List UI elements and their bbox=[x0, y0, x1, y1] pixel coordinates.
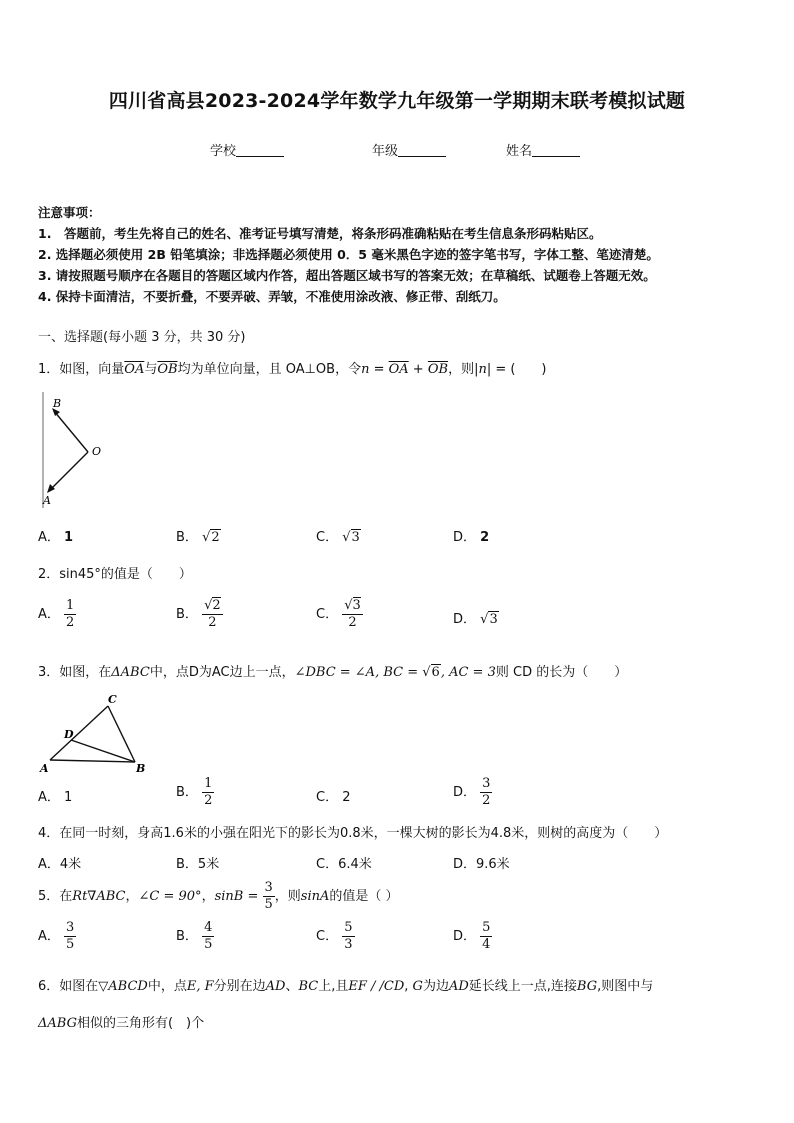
q1-text: 均为单位向量，且 OA⊥OB，令 bbox=[177, 362, 362, 377]
triangle-abc: ΔABC bbox=[111, 665, 150, 680]
q4-option-b[interactable]: B．5米 bbox=[176, 857, 220, 872]
point-c-label: C bbox=[108, 693, 117, 706]
q2-option-c[interactable]: C． $\frac{√3}{2}$ bbox=[316, 598, 361, 630]
note-item: 4. 保持卡面清洁，不要折叠，不要弄破、弄皱，不准使用涂改液、修正带、刮纸刀。 bbox=[38, 289, 506, 304]
q4-option-c[interactable]: C．6.4米 bbox=[316, 857, 372, 872]
q4-option-a[interactable]: A．4米 bbox=[38, 857, 82, 872]
q1-option-a[interactable]: A． 1 bbox=[38, 530, 74, 545]
vector-ob: $\overline{OB}$ bbox=[427, 362, 449, 377]
vector-n: n bbox=[361, 362, 370, 377]
vector-oa: $\overline{OA}$ bbox=[388, 362, 409, 377]
name-label: 姓名 bbox=[506, 144, 533, 159]
point-a-label: A bbox=[43, 494, 51, 507]
grade-field[interactable] bbox=[372, 140, 446, 159]
q3-option-d[interactable]: D． $\frac{3}{2}$ bbox=[453, 776, 491, 808]
point-o-label: O bbox=[92, 445, 102, 458]
point-a-label: A bbox=[40, 762, 49, 774]
q2-option-b[interactable]: B． $\frac{√2}{2}$ bbox=[176, 598, 221, 630]
note-item: 1. 答题前，考生先将自己的姓名、准考证号填写清楚，将条形码准确粘贴在考生信息条形码粘贴区。 bbox=[38, 226, 602, 241]
q1-plus: + bbox=[408, 362, 428, 377]
question-5: 5．在Rt∇ABC，∠C = 90°，sinB = $\frac{3}{5}$ ，则sinA的值是（ ） bbox=[38, 880, 399, 912]
question-6-line-2: ΔABG相似的三角形有( )个 bbox=[38, 1016, 205, 1031]
q4-option-d[interactable]: D．9.6米 bbox=[453, 857, 510, 872]
question-2: 2．sin45°的值是（ ） bbox=[38, 567, 192, 582]
q5-option-d[interactable]: D． $\frac{5}{4}$ bbox=[453, 920, 491, 952]
vector-n: n bbox=[478, 362, 487, 377]
question-6: 6．如图在▽ABCD中，点E, F分别在边AD、BC上,且EF / /CD, G为边AD延长线上一点,连接BG,则图中与 bbox=[38, 979, 654, 994]
q3-option-b[interactable]: B． $\frac{1}{2}$ bbox=[176, 776, 213, 808]
q3-figure bbox=[38, 692, 150, 774]
vector-ob: $\overline{OB}$ bbox=[157, 362, 178, 377]
q1-figure bbox=[38, 392, 110, 508]
q1-text: 1．如图，向量 bbox=[38, 362, 125, 377]
q3-condition: ∠DBC = ∠A, BC = bbox=[294, 665, 423, 680]
page-title: 四川省高县2023-2024学年数学九年级第一学期期末联考模拟试题 bbox=[108, 90, 686, 112]
q1-option-b[interactable]: B． √2 bbox=[176, 530, 220, 545]
q1-eq: = bbox=[369, 362, 389, 377]
notes bbox=[38, 202, 659, 307]
question-4: 4．在同一时刻，身高1.6米的小强在阳光下的影长为0.8米，一棵大树的影长为4.8米，则树的高度为（ ） bbox=[38, 826, 668, 841]
q1-text: | = ( ) bbox=[486, 362, 547, 377]
school-field[interactable] bbox=[210, 140, 284, 159]
notes-heading: 注意事项： bbox=[38, 205, 101, 220]
q1-text: 与 bbox=[144, 362, 158, 377]
q5-option-b[interactable]: B． $\frac{4}{5}$ bbox=[176, 920, 213, 952]
section-title: 一、选择题(每小题 3 分，共 30 分) bbox=[38, 330, 246, 345]
note-item: 2. 选择题必须使用 2B 铅笔填涂；非选择题必须使用 0．5 毫米黑色字迹的签字笔书写，字体工整、笔迹清楚。 bbox=[38, 247, 659, 262]
q2-option-d[interactable]: D． √3 bbox=[453, 612, 498, 627]
q1-text: ，则| bbox=[448, 362, 479, 377]
q5-option-c[interactable]: C． $\frac{5}{3}$ bbox=[316, 920, 353, 952]
point-d-label: D bbox=[64, 728, 74, 741]
school-label: 学校 bbox=[210, 144, 237, 159]
name-field[interactable] bbox=[506, 140, 580, 159]
point-b-label: B bbox=[136, 762, 146, 774]
q2-option-a[interactable]: A． $\frac{1}{2}$ bbox=[38, 598, 75, 630]
grade-label: 年级 bbox=[372, 144, 399, 159]
q1-option-d[interactable]: D． 2 bbox=[453, 530, 490, 545]
q1-option-c[interactable]: C． √3 bbox=[316, 530, 360, 545]
q3-option-c[interactable]: C． 2 bbox=[316, 790, 351, 805]
question-3: 3．如图，在ΔABC中，点D为AC边上一点，∠DBC = ∠A, BC = √6, AC = 3则 CD 的长为（ ） bbox=[38, 665, 628, 680]
question-1 bbox=[38, 358, 547, 377]
vector-oa: $\overline{OA}$ bbox=[124, 362, 145, 377]
right-triangle-abc: Rt∇ABC bbox=[72, 889, 126, 904]
point-b-label: B bbox=[53, 397, 62, 410]
q5-option-a[interactable]: A． $\frac{3}{5}$ bbox=[38, 920, 75, 952]
q3-option-a[interactable]: A． 1 bbox=[38, 790, 73, 805]
note-item: 3. 请按照题号顺序在各题目的答题区域内作答，超出答题区域书写的答案无效；在草稿纸、试题卷上答题无效。 bbox=[38, 268, 656, 283]
